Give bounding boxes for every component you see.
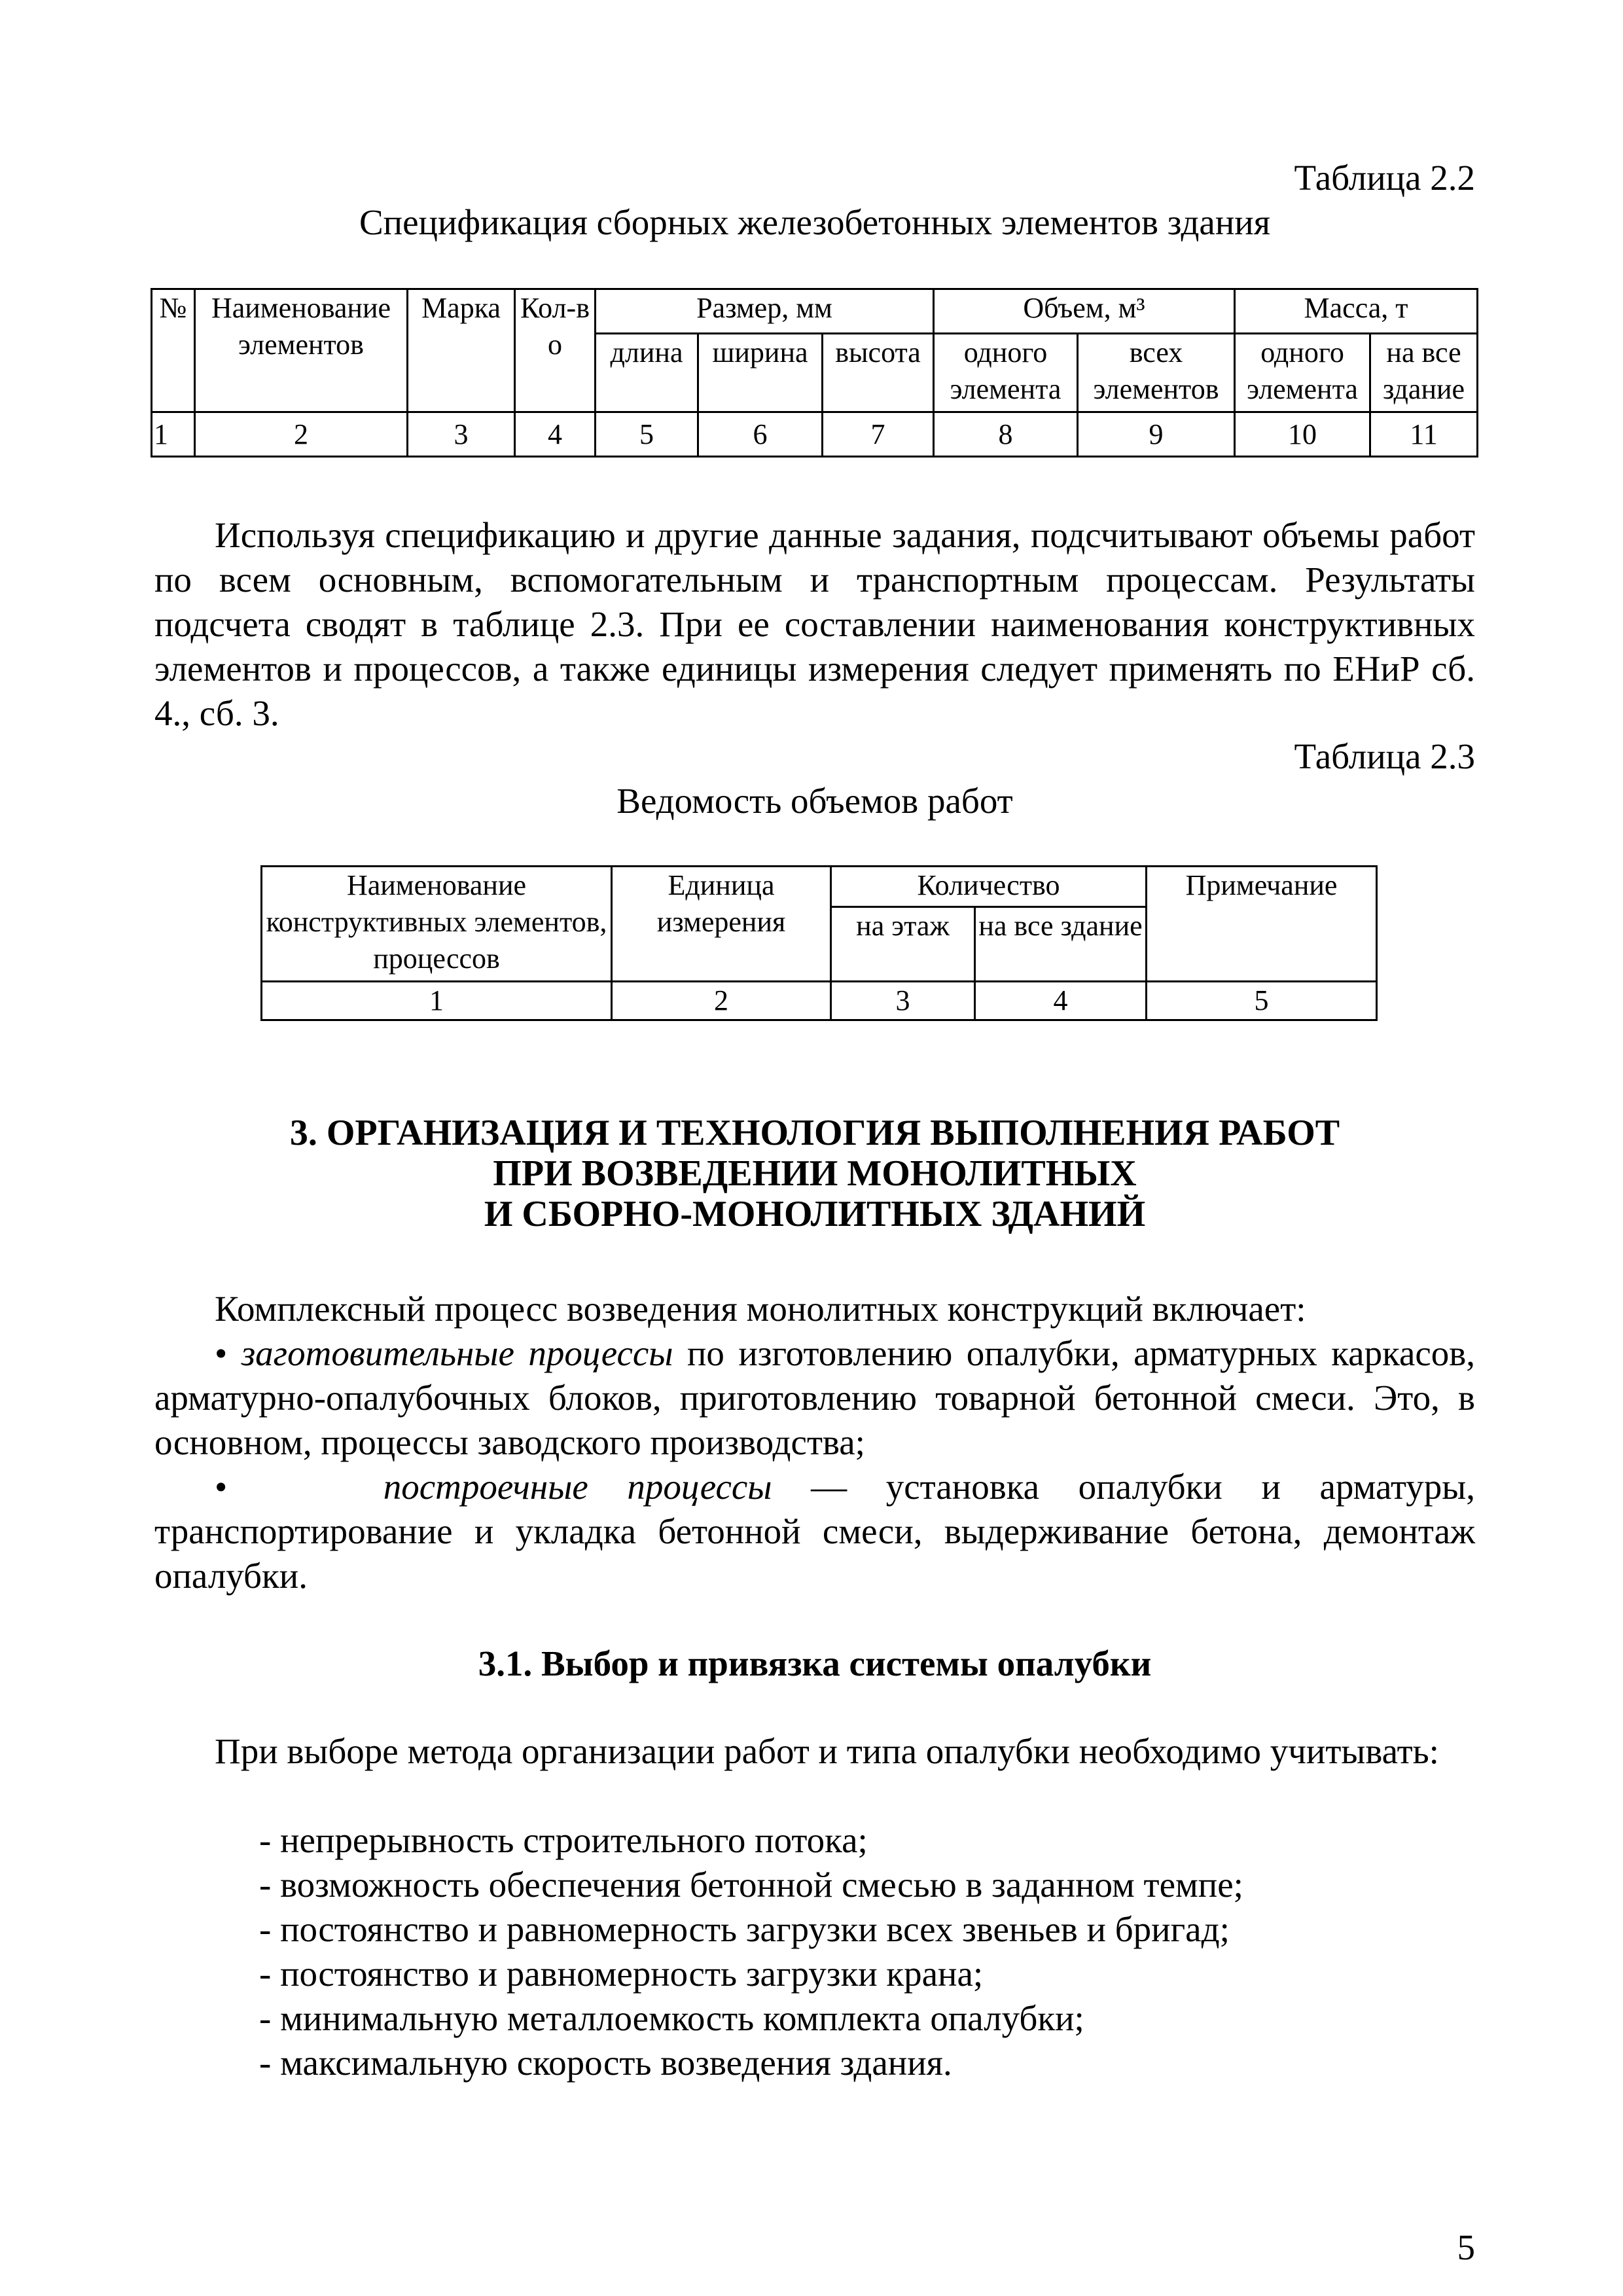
header-number: № [152, 289, 195, 412]
header-quantity: Количество [831, 867, 1147, 907]
header-note: Примечание [1147, 867, 1377, 982]
bullet-term: построечные процессы [383, 1467, 772, 1507]
bullet-mark: • [215, 1333, 228, 1373]
subsection-heading: 3.1. Выбор и привязка системы опалубки [478, 1643, 1152, 1683]
header-length: длина [596, 334, 698, 412]
list-item: - возможность обеспечения бетонной смесью в заданном темпе; [259, 1865, 1243, 1905]
intro-text: Комплексный процесс возведения монолитных конструкций включает: [215, 1289, 1306, 1329]
header-mass-one: одного элемента [1235, 334, 1370, 412]
column-number: 1 [262, 982, 612, 1020]
list-item: - постоянство и равномерность загрузки всех звеньев и бригад; [259, 1909, 1230, 1949]
section-heading-line: ПРИ ВОЗВЕДЕНИИ МОНОЛИТНЫХ [493, 1153, 1137, 1194]
column-number: 1 [152, 412, 195, 457]
header-volume: Объем, м³ [934, 289, 1235, 334]
list-item: - непрерывность строительного потока; [259, 1820, 868, 1860]
header-width: ширина [698, 334, 823, 412]
table-2-2-caption: Таблица 2.2 [1294, 158, 1475, 198]
column-number: 3 [831, 982, 975, 1020]
header-mark: Марка [408, 289, 515, 412]
header-unit: Единица измерения [612, 867, 831, 982]
bullet-text: — установка опалубки и арматуры, транспортирование и укладка бетонной смеси, выдерживание бетона, демонтаж опалубки. [154, 1467, 1476, 1596]
paragraph-formwork [154, 1729, 1475, 1774]
table-2-3-caption: Таблица 2.3 [1294, 736, 1475, 776]
column-number: 2 [612, 982, 831, 1020]
work-volumes-table [260, 865, 1378, 1021]
header-mass: Масса, т [1235, 289, 1478, 334]
header-element-name: Наименование элементов [195, 289, 408, 412]
paragraph-text: При выборе метода организации работ и типа опалубки необходимо учитывать: [215, 1731, 1439, 1771]
bullet-item [154, 1465, 1475, 1598]
header-volume-one: одного элемента [934, 334, 1078, 412]
column-number: 9 [1078, 412, 1235, 457]
section-body [154, 1287, 1475, 1598]
header-whole-building: на все здание [975, 907, 1147, 982]
column-number: 8 [934, 412, 1078, 457]
column-number: 2 [195, 412, 408, 457]
list-item: - минимальную металлоемкость комплекта опалубки; [259, 1998, 1084, 2038]
header-size: Размер, мм [596, 289, 934, 334]
bullet-mark: • [215, 1467, 228, 1507]
header-height: высота [823, 334, 934, 412]
header-element-process-name: Наименование конструктивных элементов, процессов [262, 867, 612, 982]
column-number: 4 [975, 982, 1147, 1020]
bullet-term: заготовительные процессы [241, 1333, 673, 1373]
table-2-3-title: Ведомость объемов работ [616, 781, 1013, 821]
list-item: - максимальную скорость возведения здания. [259, 2043, 952, 2083]
paragraph-volumes [154, 513, 1475, 736]
header-mass-all: на все здание [1370, 334, 1478, 412]
column-number: 7 [823, 412, 934, 457]
header-quantity: Кол-во [515, 289, 596, 412]
page-number: 5 [1457, 2227, 1475, 2267]
column-number: 6 [698, 412, 823, 457]
section-heading [154, 1113, 1475, 1234]
paragraph-text: Используя спецификацию и другие данные задания, подсчитывают объемы работ по всем основным, вспомогательным и транспортным процессам. Результаты подсчета сводят в таблице 2.3. При ее составлении наименования конструктивных элементов и процессов, а также единицы измерения следует применять по ЕНиР сб. 4., сб. 3. [154, 515, 1475, 733]
column-number: 5 [1147, 982, 1377, 1020]
table-2-2-title: Спецификация сборных железобетонных элементов здания [359, 202, 1270, 242]
section-heading-line: И СБОРНО-МОНОЛИТНЫХ ЗДАНИЙ [484, 1194, 1146, 1234]
column-number: 11 [1370, 412, 1478, 457]
header-volume-all: всех элементов [1078, 334, 1235, 412]
column-number: 10 [1235, 412, 1370, 457]
table-row [262, 982, 1377, 1020]
list-item: - постоянство и равномерность загрузки крана; [259, 1954, 984, 1994]
section-heading-line: 3. ОРГАНИЗАЦИЯ И ТЕХНОЛОГИЯ ВЫПОЛНЕНИЯ РАБОТ [289, 1113, 1340, 1153]
column-number: 5 [596, 412, 698, 457]
column-number: 4 [515, 412, 596, 457]
specification-table [151, 288, 1478, 457]
column-number: 3 [408, 412, 515, 457]
header-per-floor: на этаж [831, 907, 975, 982]
bullet-item [154, 1331, 1475, 1465]
table-row [152, 412, 1478, 457]
bullet-text: по изготовлению опалубки, арматурных каркасов, арматурно-опалубочных блоков, приготовлению товарной бетонной смеси. Это, в основном, процессы заводского производства; [154, 1333, 1476, 1462]
